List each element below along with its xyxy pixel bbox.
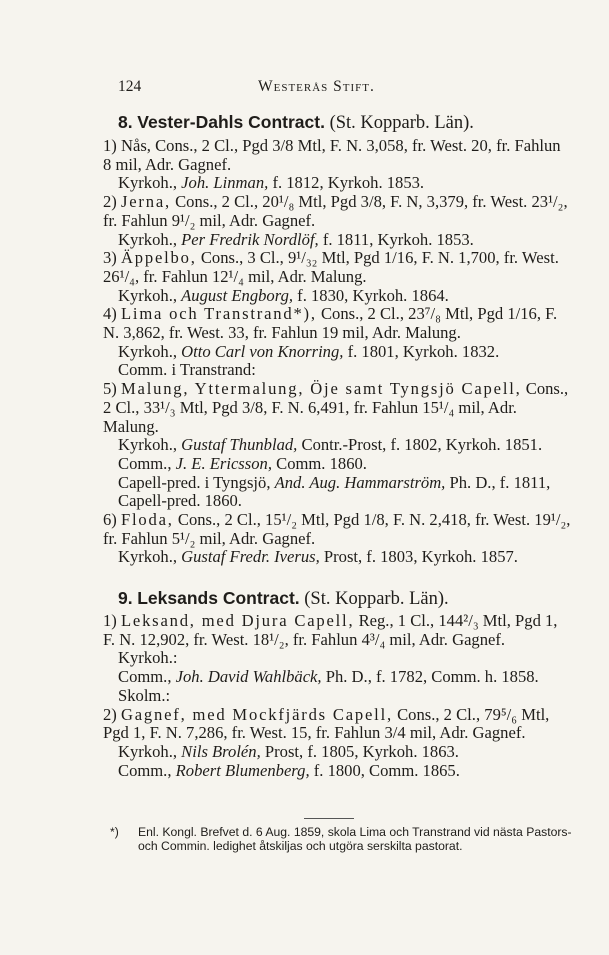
person-name: And. Aug. Hammarström,: [274, 472, 446, 492]
clergy-line: Kyrkoh.:: [118, 648, 178, 668]
entry-text: mil, Adr. Gagnef.: [199, 528, 316, 548]
person-name: J. E. Ericsson,: [175, 453, 272, 473]
entry-text: Reg., 1 Cl.,: [358, 611, 435, 630]
fraction: 15¹/₂: [265, 510, 298, 530]
entry-text: Mtl, Pgd 1, F. N. 12,902, fr. West.: [103, 611, 558, 649]
clergy-line: [103, 548, 573, 567]
clergy-line: [103, 743, 573, 762]
person-name: Joh. Linman,: [181, 173, 269, 193]
clergy-line: Skolm.:: [118, 685, 171, 705]
clergy-line: [103, 287, 573, 306]
footnote-divider: [304, 818, 354, 819]
fraction: 9¹/₃₂: [288, 248, 318, 268]
role: Comm.,: [118, 667, 172, 687]
entry-text: , fr. Fahlun: [284, 629, 358, 649]
entry-text: Mtl, Pgd: [179, 397, 238, 417]
section-title: Leksands Contract.: [137, 588, 300, 608]
entry-text: , fr. Fahlun: [103, 510, 571, 548]
fraction: 20¹/₈: [262, 192, 295, 212]
section-number: 8.: [118, 112, 133, 132]
entry-number: 3): [103, 248, 117, 268]
clergy-line: [103, 668, 573, 687]
parish-entry: [103, 612, 573, 649]
dates: Comm. 1860.: [276, 453, 367, 473]
role: Kyrkoh.,: [118, 435, 177, 455]
entry-text: , F. N, 3,379, fr. West.: [381, 192, 528, 212]
fraction: 26¹/₄: [103, 266, 135, 286]
role: Comm.,: [118, 760, 172, 780]
entry-text: mil, Adr. Gagnef.: [199, 210, 316, 230]
clergy-line: [103, 455, 573, 474]
entry-text: , F. N. 2,418, fr. West.: [384, 510, 531, 530]
dates: f. 1830, Kyrkoh. 1864.: [297, 285, 449, 305]
section-title: Vester-Dahls Contract.: [137, 112, 325, 132]
person-name: Gustaf Thunblad,: [181, 435, 298, 455]
entry-number: 4): [103, 304, 117, 324]
person-name: Gustaf Fredr. Iverus,: [181, 547, 320, 567]
person-name: Joh. David Wahlbäck,: [175, 667, 322, 687]
dates: Prost, f. 1805, Kyrkoh. 1863.: [264, 741, 459, 761]
fraction: 23⁷/₈: [408, 304, 441, 324]
fraction: 33¹/₃: [143, 397, 176, 417]
entry-text: Cons., 2 Cl.,: [103, 379, 569, 417]
dates: Prost, f. 1803, Kyrkoh. 1857.: [323, 547, 518, 567]
entry-number: 6): [103, 510, 117, 530]
parish-name: Nås,: [120, 136, 151, 155]
person-name: August Engborg,: [181, 285, 294, 305]
entry-text: mil, Adr. Gagnef.: [389, 629, 506, 649]
fraction: 23¹/₂: [531, 192, 564, 212]
fraction: 3/8: [360, 192, 382, 212]
parish-name: Malung, Yttermalung, Öje samt Tyngsjö Capell,: [120, 379, 522, 399]
role: Kyrkoh.,: [118, 341, 177, 361]
clergy-line: [103, 174, 573, 193]
entry-text: Cons., 2 Cl.,: [175, 192, 259, 212]
entry-text: mil, Adr. Malung.: [248, 266, 367, 286]
section-9-body: [103, 612, 573, 780]
entry-text: Cons., 2 Cl.,: [397, 704, 481, 724]
entry-text: Mtl, Pgd: [321, 248, 380, 268]
entry-text: , F. N. 6,491, fr. Fahlun: [263, 397, 419, 417]
section-9-heading: [118, 588, 449, 610]
entry-text: Mtl, Pgd: [445, 304, 504, 324]
entry-text: Cons., 2 Cl., Pgd: [155, 136, 269, 155]
section-county: (St. Kopparb. Län).: [329, 113, 474, 133]
parish-name: Floda,: [120, 510, 174, 530]
dates: Ph. D., f. 1782, Comm. h. 1858.: [325, 667, 539, 687]
entry-text: Mtl, F. N. 3,058, fr. West. 20, fr. Fahlun 8 mil, Adr. Gagnef.: [103, 136, 561, 174]
entry-text: , F. N. 3,862, fr. West. 33, fr. Fahlun 19 mil, Adr. Malung.: [103, 304, 558, 343]
parish-entry: [103, 137, 573, 174]
entry-text: Mtl, Pgd: [298, 192, 357, 212]
entry-text: , fr. Fahlun: [134, 266, 208, 286]
page-number: 124: [118, 78, 142, 95]
person-name: Nils Brolén,: [181, 741, 261, 761]
dates: f. 1801, Kyrkoh. 1832.: [347, 341, 500, 361]
parish-name: Jerna,: [120, 192, 171, 212]
role: Kyrkoh.,: [118, 173, 177, 193]
fraction: 9¹/₂: [171, 210, 196, 230]
role: Kyrkoh.,: [118, 229, 177, 249]
dates: Ph. D., f. 1811, Capell-pred. 1860.: [118, 472, 551, 511]
role: Kyrkoh.,: [118, 741, 177, 761]
fraction: 1/8: [363, 510, 385, 530]
role: Capell-pred. i Tyngsjö,: [118, 472, 271, 492]
role: Comm.,: [118, 453, 172, 473]
entry-text: Cons., 3 Cl.,: [200, 248, 284, 268]
parish-entry: [103, 511, 573, 548]
footnote-mark: *): [110, 825, 119, 839]
clergy-line: [103, 343, 573, 362]
page-title: Westerås Stift.: [258, 78, 375, 95]
person-name: Otto Carl von Knorring,: [181, 341, 344, 361]
parish-name: Leksand, med Djura Capell,: [120, 611, 355, 630]
parish-name: Äppelbo,: [120, 248, 197, 268]
dates: f. 1811, Kyrkoh. 1853.: [322, 229, 474, 249]
parish-entry: [103, 706, 573, 743]
footnote-text: Enl. Kongl. Brefvet d. 6 Aug. 1859, skola Lima och Transtrand vid nästa Pastors- och Commin. ledighet åtskiljas och utgöra serskilta pastorat.: [138, 825, 572, 854]
fraction: 5¹/₂: [171, 528, 196, 548]
clergy-line: [103, 474, 573, 511]
entry-text: mil, Adr. Malung.: [103, 397, 517, 436]
entry-text: Cons., 2 Cl.,: [177, 510, 261, 530]
fraction: 18¹/₂: [252, 629, 285, 649]
fraction: 1/16: [383, 248, 414, 268]
footnote: [110, 825, 575, 854]
fraction: 3/4: [384, 723, 406, 743]
clergy-line: [103, 762, 573, 781]
section-county: (St. Kopparb. Län).: [304, 589, 449, 609]
fraction: 144²/₃: [438, 611, 479, 630]
clergy-line: Comm. i Transtrand:: [118, 360, 256, 380]
parish-entry: [103, 193, 573, 230]
person-name: Per Fredrik Nordlöf,: [181, 229, 319, 249]
entry-text: Cons., 2 Cl.,: [320, 304, 404, 324]
dates: f. 1800, Comm. 1865.: [313, 760, 460, 780]
fraction: 3/8: [241, 397, 264, 417]
role: Kyrkoh.,: [118, 547, 177, 567]
entry-text: , F. N. 1,700, fr. West.: [413, 248, 559, 268]
entry-number: 1): [103, 136, 117, 155]
fraction: 19¹/₂: [534, 510, 567, 530]
clergy-line: [103, 231, 573, 250]
fraction: 4³/₄: [361, 629, 386, 649]
entry-number: 2): [103, 704, 117, 724]
entry-number: 5): [103, 379, 117, 399]
section-8-body: [103, 137, 573, 567]
parish-name: Lima och Transtrand*),: [120, 304, 317, 324]
parish-entry: [103, 305, 573, 342]
entry-number: 2): [103, 192, 117, 212]
role: Kyrkoh.,: [118, 285, 177, 305]
entry-text: mil, Adr. Gagnef.: [409, 723, 526, 743]
section-8-heading: [118, 112, 474, 134]
dates: Contr.-Prost, f. 1802, Kyrkoh. 1851.: [301, 435, 543, 455]
person-name: Robert Blumenberg,: [175, 760, 310, 780]
section-number: 9.: [118, 588, 133, 608]
dates: f. 1812, Kyrkoh. 1853.: [272, 173, 425, 193]
fraction: 3/8: [272, 136, 294, 155]
fraction: 12¹/₄: [211, 266, 244, 286]
entry-text: Mtl, Pgd: [301, 510, 360, 530]
fraction: 1/16: [507, 304, 537, 324]
clergy-line: [103, 436, 573, 455]
parish-entry: [103, 249, 573, 286]
fraction: 15¹/₄: [422, 397, 455, 417]
entry-text: Mtl, Pgd 1, F. N. 7,286, fr. West. 15, fr. Fahlun: [103, 704, 550, 743]
fraction: 79⁵/₆: [484, 704, 518, 724]
parish-entry: [103, 380, 573, 436]
entry-text: , fr. Fahlun: [103, 192, 568, 230]
parish-name: Gagnef, med Mockfjärds Capell,: [120, 704, 393, 724]
entry-number: 1): [103, 611, 117, 630]
